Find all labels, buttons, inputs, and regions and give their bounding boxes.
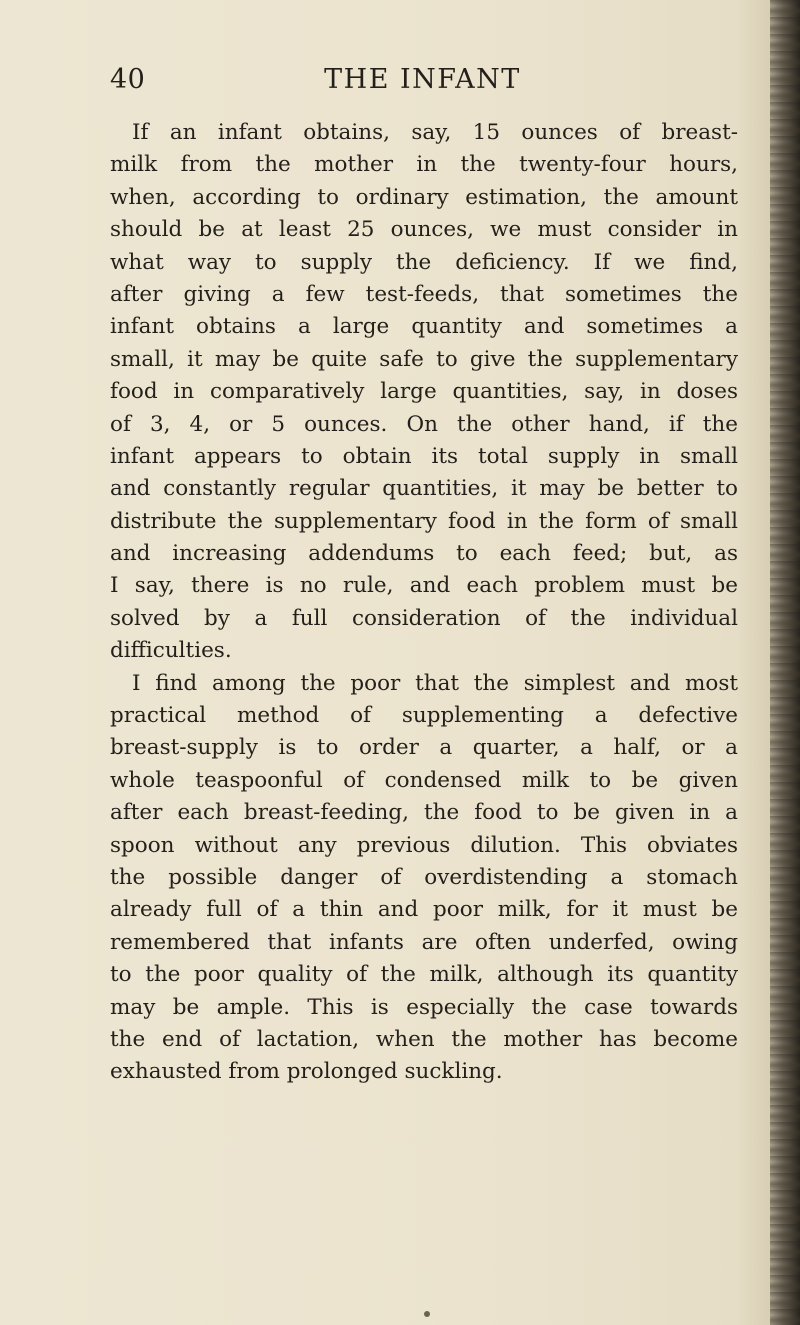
text-line: small, it may be quite safe to give the supplementary <box>110 346 738 372</box>
text-line: what way to supply the deficiency. If we find, <box>110 249 738 275</box>
text-line: If an infant obtains, say, 15 ounces of breast- <box>132 120 738 145</box>
ink-speck <box>424 1311 430 1317</box>
text-line: infant appears to obtain its total supply in small <box>110 443 738 469</box>
body-text <box>110 117 738 1089</box>
text-line: I find among the poor that the simplest and most <box>132 670 738 696</box>
text-line: and constantly regular quantities, it may be better to <box>110 476 738 502</box>
text-line: practical method of supplementing a defective <box>110 703 738 729</box>
page-edge-shadow <box>770 0 800 1325</box>
text-line: solved by a full consideration of the individual <box>110 605 738 631</box>
text-line: of 3, 4, or 5 ounces. On the other hand, if the <box>110 411 738 437</box>
text-line: after each breast-feeding, the food to be given in a <box>110 800 738 826</box>
text-line: should be at least 25 ounces, we must consider in <box>110 217 738 243</box>
text-line: and increasing addendums to each feed; but, as <box>110 541 738 567</box>
text-line: after giving a few test-feeds, that sometimes the <box>110 281 738 307</box>
text-line: distribute the supplementary food in the form of small <box>110 508 738 534</box>
paragraph-1 <box>110 117 738 668</box>
text-line: I say, there is no rule, and each problem must be <box>110 573 738 599</box>
text-line: infant obtains a large quantity and sometimes a <box>110 314 738 340</box>
running-title: THE INFANT <box>324 64 521 95</box>
text-line: food in comparatively large quantities, say, in doses <box>110 379 738 405</box>
text-line: difficulties. <box>110 638 232 664</box>
text-line: the possible danger of overdistending a stomach <box>110 864 738 890</box>
text-line: remembered that infants are often underfed, owing <box>110 929 738 955</box>
text-line: the end of lactation, when the mother has become <box>110 1026 738 1052</box>
text-line: breast-supply is to order a quarter, a half, or a <box>110 735 738 761</box>
text-line: exhausted from prolonged suckling. <box>110 1059 503 1085</box>
text-line: whole teaspoonful of condensed milk to be given <box>110 767 738 793</box>
text-line: may be ample. This is especially the case towards <box>110 994 738 1020</box>
text-line: spoon without any previous dilution. This obviates <box>110 832 738 858</box>
text-line: when, according to ordinary estimation, the amount <box>110 184 738 210</box>
page-header <box>110 64 750 104</box>
text-line: milk from the mother in the twenty-four hours, <box>110 152 738 178</box>
page-number: 40 <box>110 64 146 95</box>
text-line: to the poor quality of the milk, although its quantity <box>110 962 738 988</box>
paragraph-2 <box>110 668 738 1089</box>
text-line: already full of a thin and poor milk, for it must be <box>110 897 738 923</box>
